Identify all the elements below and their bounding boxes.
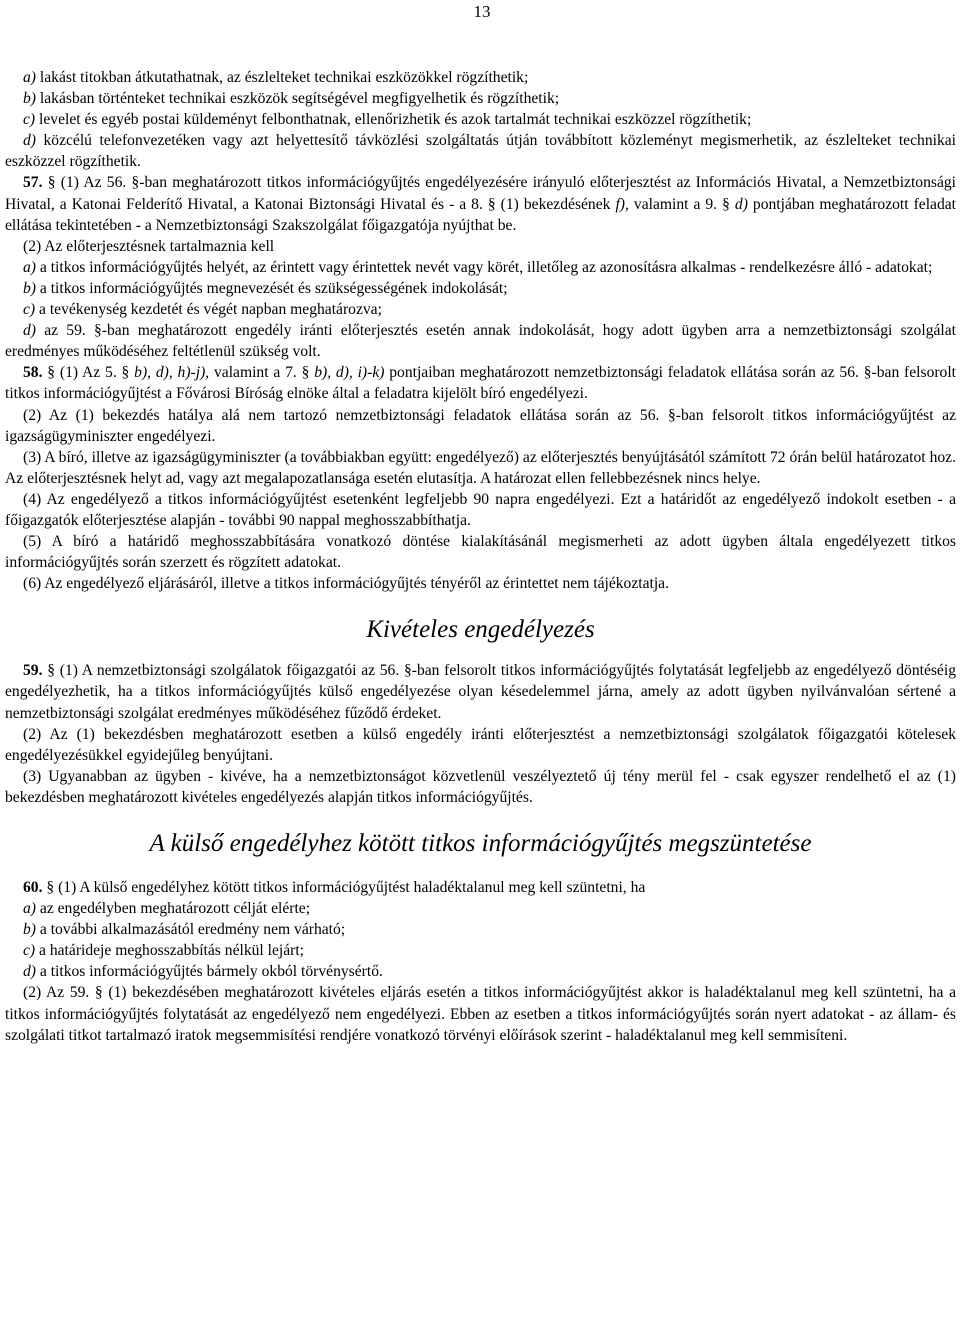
section-60-item-a: a) az engedélyben meghatározott célját elérte;	[23, 900, 311, 918]
section-60-paragraph-2: (2) Az 59. § (1) bekezdésében meghatározott kivételes eljárás esetén a titkos információgyűjtést akkor is haladéktalanul meg kell szüntetni, ha a titkos információgyűjtés folytatását az engedélyező nem engedélyezi. Ebben az esetben a titkos információgyűjtés során nyert adatokat - az állam- és szolgálati titkot tartalmazó iratok megsemmisítési rendjére vonatkozó törvényi előírások szerint - haladéktalanul meg kell semmisíteni.	[5, 984, 956, 1044]
page-number: 13	[473, 2, 491, 21]
section-57-paragraph-1: 57. § (1) Az 56. §-ban meghatározott titkos információgyűjtés engedélyezésére irányuló előterjesztést az Információs Hivatal, a Nemzetbiztonsági Hivatal, a Katonai Felderítő Hivatal, a Katonai Biztonsági Hivatal és - a 8. § (1) bekezdésének f), valamint a 9. § d) pontjában meghatározott feladat ellátása tekintetében - a Nemzetbiztonsági Szakszolgálat főigazgatója nyújthat be.	[5, 174, 956, 234]
section-58-paragraph-1: 58. § (1) Az 5. § b), d), h)-j), valamint a 7. § b), d), i)-k) pontjaiban meghatározott nemzetbiztonsági feladatok ellátása során az 56. §-ban felsorolt titkos információgyűjtést a Fővárosi Bíróság elnöke által a feladatra kijelölt bíró engedélyezi.	[5, 364, 957, 403]
section-58-paragraph-2: (2) Az (1) bekezdés hatálya alá nem tartozó nemzetbiztonsági feladatok ellátása során az 56. §-ban felsorolt titkos információgyűjtést az igazságügyminiszter engedélyezi.	[5, 406, 956, 445]
section-60-item-d: d) a titkos információgyűjtés bármely okból törvénysértő.	[23, 963, 383, 981]
list-item-a: a) lakást titokban átkutathatnak, az észlelteket technikai eszközökkel rögzíthetik;	[23, 69, 529, 86]
section-58-paragraph-3: (3) A bíró, illetve az igazságügyminiszter (a továbbiakban együtt: engedélyező) az előterjesztés benyújtásától számított 72 órán belül határozatot hoz. Az előterjesztésnek helyt ad, vagy azt megalapozatlansága esetén elutasítja. A határozat ellen fellebbezésnek nincs helye.	[5, 448, 956, 487]
section-60-paragraph-1: 60. § (1) A külső engedélyhez kötött titkos információgyűjtést haladéktalanul meg kell szüntetni, ha	[23, 879, 646, 896]
list-item-c: c) levelet és egyéb postai küldeményt felbonthatnak, ellenőrizhetik és azok tartalmát technikai eszközzel rögzíthetik;	[23, 111, 752, 129]
section-57-item-d: d) az 59. §-ban meghatározott engedély iránti előterjesztés esetén annak indokolását, hogy adott ügyben arra a nemzetbiztonsági szolgálat eredményes működéséhez feltétlenül szükség volt.	[5, 322, 956, 361]
section-58-paragraph-5: (5) A bíró a határidő meghosszabbítására vonatkozó döntése kialakításánál megismerheti az adott ügyben általa engedélyezett titkos információgyűjtés során szerzett és rögzített adatokat.	[5, 533, 956, 572]
list-item-d: d) közcélú telefonvezetéken vagy azt helyettesítő távközlési szolgáltatás útján továbbított közleményt megismerhetik, az észlelteket technikai eszközzel rögzíthetik.	[5, 132, 956, 171]
section-60-item-b: b) a további alkalmazásától eredmény nem várható;	[23, 921, 346, 939]
section-58-paragraph-4: (4) Az engedélyező a titkos információgyűjtést esetenként legfeljebb 90 napra engedélyezi. Ezt a határidőt az engedélyező indokolt esetben - a főigazgatók előterjesztése alapján - további 90 nappal meghosszabbíthatja.	[5, 490, 956, 529]
heading-exceptional-authorization: Kivételes engedélyezés	[366, 616, 595, 644]
heading-termination: A külső engedélyhez kötött titkos információgyűjtés megszüntetése	[149, 830, 812, 857]
section-57-paragraph-2: (2) Az előterjesztésnek tartalmaznia kell	[23, 237, 275, 255]
section-60-item-c: c) a határideje meghosszabbítás nélkül lejárt;	[23, 942, 305, 960]
list-item-b: b) lakásban történteket technikai eszközök segítségével megfigyelhetik és rögzíthetik;	[23, 90, 560, 108]
section-58-paragraph-6: (6) Az engedélyező eljárásáról, illetve a titkos információgyűjtés tényéről az érintettet nem tájékoztatja.	[23, 575, 670, 593]
section-57-item-c: c) a tevékenység kezdetét és végét napban meghatározva;	[23, 301, 382, 319]
section-57-item-b: b) a titkos információgyűjtés megnevezését és szükségességének indokolását;	[23, 279, 508, 297]
section-59-paragraph-1: 59. § (1) A nemzetbiztonsági szolgálatok főigazgatói az 56. §-ban felsorolt titkos információgyűjtés folytatását legfeljebb az engedélyező döntéséig engedélyezhetik, ha a titkos információgyűjtés külső engedélyezése olyan késedelemmel járna, amely az adott ügyben nyilvánvalóan sértené a nemzetbiztonsági szolgálat eredményes működéséhez fűződő érdeket.	[5, 662, 956, 722]
section-59-paragraph-2: (2) Az (1) bekezdésben meghatározott esetben a külső engedély iránti előterjesztést a nemzetbiztonsági szolgálatok főigazgatói kötelesek engedélyezésükkel egyidejűleg benyújtani.	[5, 725, 956, 764]
document-body	[5, 67, 956, 1046]
section-57-item-a: a) a titkos információgyűjtés helyét, az érintett vagy érintettek nevét vagy körét, illetőleg az azonosításra alkalmas - rendelkezésre álló - adatokat;	[23, 258, 933, 276]
section-59-paragraph-3: (3) Ugyanabban az ügyben - kivéve, ha a nemzetbiztonságot közvetlenül veszélyeztető új tény merül fel - csak egyszer rendelhető el az (1) bekezdésben meghatározott kivételes engedélyezés alapján titkos információgyűjtés.	[5, 767, 956, 806]
